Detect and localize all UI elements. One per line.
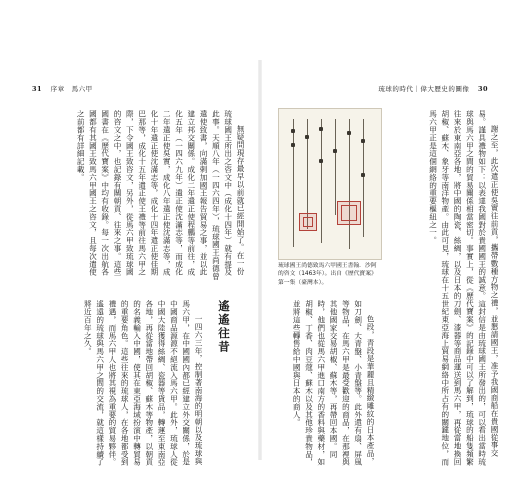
right-upper-text-block bbox=[278, 300, 376, 470]
left-lower-paragraph: 一四六三年，控制著南海的明朝以及琉球與馬六甲，在中國國內都已經建立外交關係，於是中國商品源源不絕流入馬六甲。此外，琉球人從中國大陸獲得絲綢、瓷器等貨品，轉運至東南亞各地，再從當地帶回胡椒、蘇木等物產，以朝貢的名義輸入中國，使其在東亞海域扮演中轉貿易的重要角色。這些往來的琉球人，在各地都受到禮遇，而馬六甲人也將其視為重要的貿易夥伴。遙遠的琉球與馬六甲之間的交流，就這樣持續了將近百年之久。 bbox=[83, 300, 203, 466]
figure-caption: 琉球國王尚德致馬六甲國王書翰．沙阿的咨文（1463年）。出自《歷代寶案》第一集（臺灣本）。 bbox=[278, 263, 377, 286]
left-page-number: 31 bbox=[32, 85, 43, 93]
right-running-head bbox=[378, 84, 494, 93]
right-lower-paragraph: 謝之至，此次遣正使吳實往前貢，攜帶數種方物之禮，並懇請國王，准予我國商船在貴國從事交易。謹具禮物如下：以表達我國對於貴國國王的誠意。這封信是由琉球國王所發出的，可以看出當時琉球與馬六甲之間的貿易關係相當密切。事實上，從《歷代寶案》的記錄中可以了解到，琉球的船隻頻繁往來於東南亞各地，將中國的陶瓷、絲綢，以及日本的刀劍、漆器等商品運送到馬六甲，再從當地換回胡椒、蘇木、象牙等南洋物產。由此可見，琉球在十五世紀東亞海上貿易網絡中所占有的關鍵地位，而馬六甲正是這個網絡的重要樞紐之一。 bbox=[428, 110, 499, 466]
right-upper-paragraph: 色段，青段是華麗且精緻雕紋的日本產品，如刀劍、大青盤、小青盤等。此外還有扇、屏風等物品，在馬六甲是最受歡迎的商品，在那裡與其他國家交易胡椒、蘇木等，再帶回本國。同時，他們也從馬六甲進口南方的香料與藥材，如胡椒、丁香、肉豆蔻、蘇木以及其他珍貴物品，並將這些轉售給中國與日本的商人。 bbox=[292, 300, 375, 466]
right-page-number: 30 bbox=[477, 85, 488, 93]
historical-document-image bbox=[278, 108, 382, 260]
left-lower-text-block bbox=[34, 300, 204, 470]
right-running-head-title: 琉球的時代｜偉大歷史的圖像 bbox=[378, 85, 470, 93]
left-upper-text-block bbox=[34, 110, 246, 280]
left-upper-paragraph: 無疑問現存最早以前就已經開始了。在一份琉球國王所出之咨文中（成化十四年）就有提及此事。天順八年（一四六四年），琉球國王尚德曾遣使致書，向滿剌加國王報告貿易之事，並以此建立邦交關係。成化二年遣正使程鵬等前往，成化五年（一四六九年）遣正使沈滿志等，而成化二年遣正使吳實，成化八年遣正使沈滿志等，成化十年遣正使沈滿志等，成化十四年遣正使佳期巴那等，成化十五年遣正使王禮等前往馬六甲之際，下令國王致咨文，另外，從馬六甲致琉球國的咨文之中，也記錄有關朝貢、往來之事。這些國書在《歷代寶案》中均有收錄。每一次出航各國都有其國王致馬六甲國王之咨文，且每次遣使之前都有詳細記載。 bbox=[76, 110, 245, 280]
seal-stamp bbox=[299, 213, 317, 231]
left-running-head-title: 序章 馬六甲 bbox=[50, 85, 93, 93]
right-page bbox=[260, 0, 520, 500]
left-running-head bbox=[26, 84, 93, 93]
section-heading: 遙遙往昔 bbox=[217, 300, 231, 354]
seal-stamp bbox=[337, 201, 361, 225]
right-lower-text-block bbox=[390, 110, 500, 470]
